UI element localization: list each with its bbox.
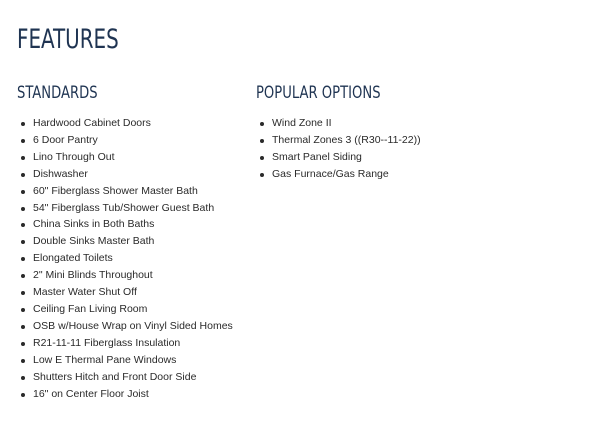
list-item: 54" Fiberglass Tub/Shower Guest Bath — [17, 200, 247, 217]
list-item: Elongated Toilets — [17, 250, 247, 267]
list-item: OSB w/House Wrap on Vinyl Sided Homes — [17, 318, 247, 335]
list-item: 16" on Center Floor Joist — [17, 386, 247, 403]
list-item: Smart Panel Siding — [256, 149, 556, 166]
list-item: Ceiling Fan Living Room — [17, 301, 247, 318]
list-item: Hardwood Cabinet Doors — [17, 115, 247, 132]
page-title: FEATURES — [17, 24, 119, 55]
list-item: Low E Thermal Pane Windows — [17, 352, 247, 369]
list-item: R21-11-11 Fiberglass Insulation — [17, 335, 247, 352]
popular-options-section — [256, 83, 556, 183]
popular-options-heading: POPULAR OPTIONS — [256, 83, 381, 103]
list-item: Shutters Hitch and Front Door Side — [17, 369, 247, 386]
popular-options-list — [256, 115, 556, 183]
list-item: 2" Mini Blinds Throughout — [17, 267, 247, 284]
standards-list — [17, 115, 247, 402]
list-item: Wind Zone II — [256, 115, 556, 132]
list-item: Master Water Shut Off — [17, 284, 247, 301]
list-item: Double Sinks Master Bath — [17, 233, 247, 250]
standards-heading: STANDARDS — [17, 83, 98, 103]
list-item: Dishwasher — [17, 166, 247, 183]
list-item: Lino Through Out — [17, 149, 247, 166]
list-item: 60" Fiberglass Shower Master Bath — [17, 183, 247, 200]
list-item: Gas Furnace/Gas Range — [256, 166, 556, 183]
list-item: China Sinks in Both Baths — [17, 216, 247, 233]
list-item: 6 Door Pantry — [17, 132, 247, 149]
list-item: Thermal Zones 3 ((R30--11-22)) — [256, 132, 556, 149]
standards-section — [17, 83, 247, 402]
